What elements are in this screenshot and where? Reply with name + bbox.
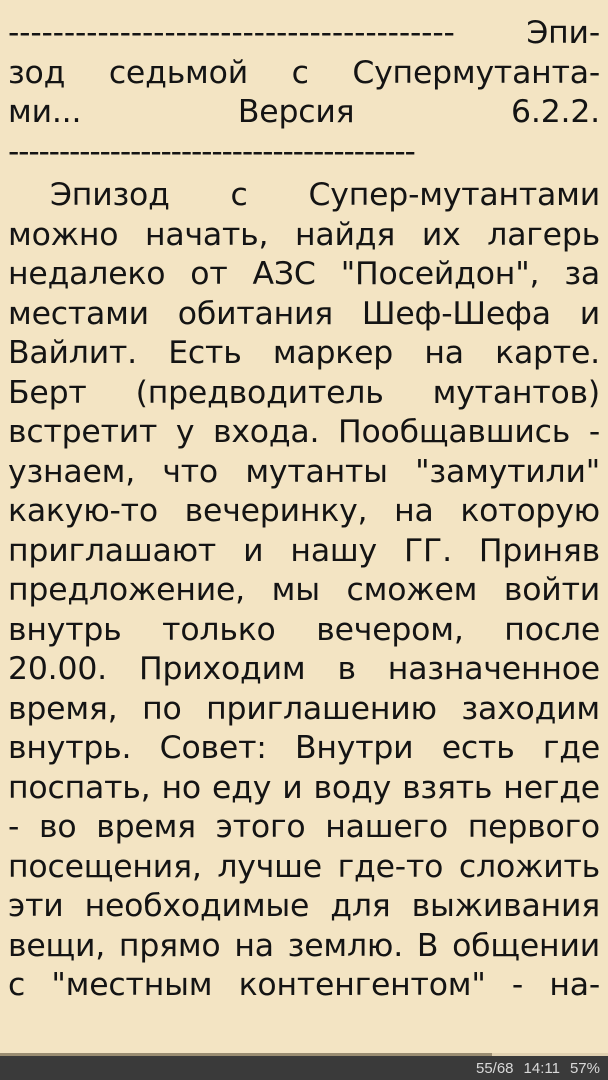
heading-divider-rule: ---------------------------------------- — [8, 133, 415, 170]
battery-percent-label: 57% — [569, 1059, 600, 1077]
heading-line-3: ми... Версия 6.2.2. — [8, 94, 600, 130]
heading-line-1: ---------------------------------------- Эпи- — [8, 15, 600, 51]
status-bar — [0, 1056, 608, 1080]
chapter-heading-block — [8, 14, 600, 133]
page-counter: 55/68 — [475, 1059, 514, 1077]
clock-label: 14:11 — [523, 1059, 560, 1077]
body-paragraph: Эпизод с Супер-мутантами можно начать, найдя их лагерь недалеко от АЗС "Посейдон", за местами обитания Шеф-Шефа и Вайлит. Есть маркер на карте. Берт (предводитель мутантов) встретит у входа. Пообщавшись - узнаем, что мутанты "замутили" какую-то вечеринку, на которую приглашают и нашу ГГ. Приняв предложение, мы сможем войти внутрь только вечером, после 20.00. Приходим в назначенное время, по приглашению заходим внутрь. Совет: Внутри есть где поспать, но еду и воду взять негде - во время этого нашего первого посещения, лучше где-то сложить эти необходимые для выживания вещи, прямо на землю. В общении с "местным контенгентом" - на- — [8, 177, 600, 1003]
heading-line-2: зод седьмой с Супермутанта- — [8, 54, 600, 91]
